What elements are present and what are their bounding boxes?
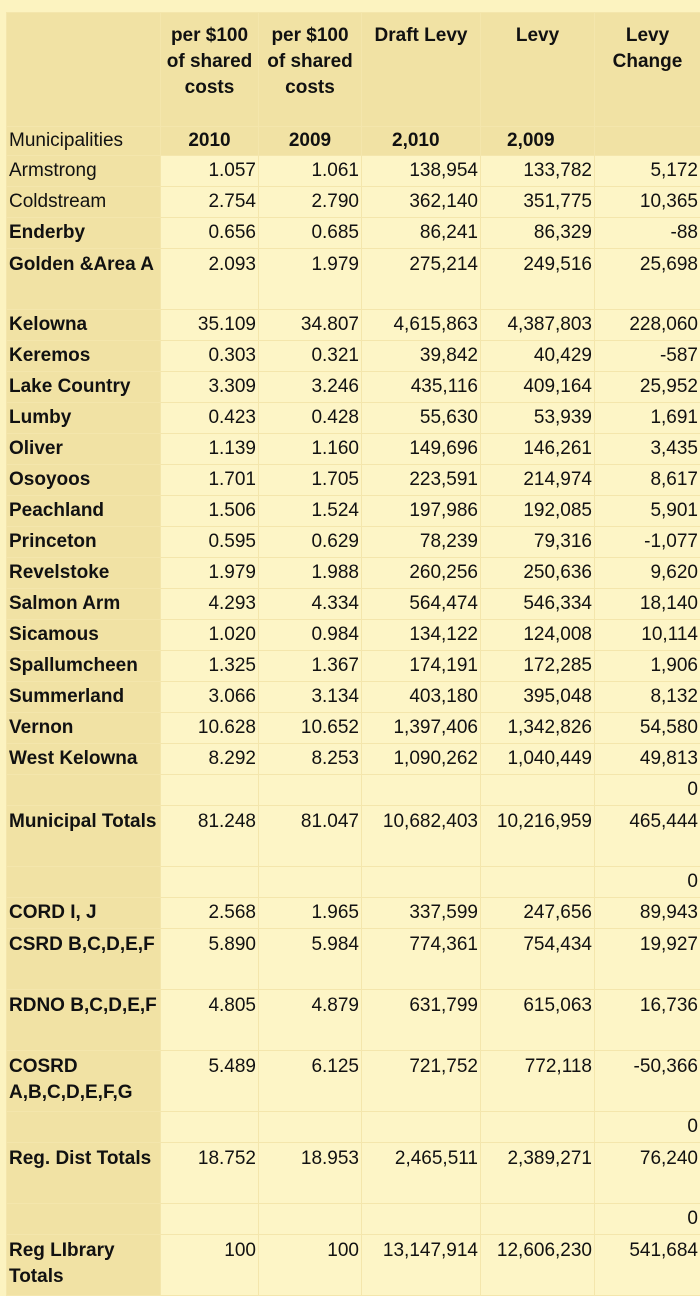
rate-2009-cell xyxy=(259,867,362,898)
levy-change-cell: 541,684 xyxy=(595,1235,700,1296)
rate-2010-cell: 0.303 xyxy=(161,341,259,372)
table-row xyxy=(7,310,700,341)
levy-cell: 247,656 xyxy=(481,898,595,929)
draft-levy-cell xyxy=(362,867,481,898)
draft-levy-cell xyxy=(362,1112,481,1143)
rate-2009-cell: 18.953 xyxy=(259,1143,362,1204)
draft-levy-cell xyxy=(362,1204,481,1235)
levy-spreadsheet xyxy=(6,12,700,1296)
levy-cell: 1,342,826 xyxy=(481,713,595,744)
table-row xyxy=(7,434,700,465)
rate-2009-cell: 10.652 xyxy=(259,713,362,744)
rate-2009-cell: 6.125 xyxy=(259,1051,362,1112)
levy-cell: 615,063 xyxy=(481,990,595,1051)
levy-year: 2,009 xyxy=(481,127,595,156)
rate-2010-cell: 35.109 xyxy=(161,310,259,341)
row-label xyxy=(7,867,161,898)
levy-change-cell: 54,580 xyxy=(595,713,700,744)
row-label: Coldstream xyxy=(7,187,161,218)
table-row xyxy=(7,713,700,744)
rate-2010-cell: 5.890 xyxy=(161,929,259,990)
row-label: Municipal Totals xyxy=(7,806,161,867)
levy-cell: 86,329 xyxy=(481,218,595,249)
table-row xyxy=(7,403,700,434)
levy-cell: 395,048 xyxy=(481,682,595,713)
rate-2010-cell: 0.656 xyxy=(161,218,259,249)
levy-cell: 10,216,959 xyxy=(481,806,595,867)
table-row xyxy=(7,1143,700,1204)
table-row xyxy=(7,775,700,806)
row-label: Spallumcheen xyxy=(7,651,161,682)
rate-2010-cell xyxy=(161,1112,259,1143)
row-label: Lumby xyxy=(7,403,161,434)
rate-2009-cell: 0.984 xyxy=(259,620,362,651)
draft-levy-cell: 78,239 xyxy=(362,527,481,558)
levy-change-cell: 3,435 xyxy=(595,434,700,465)
row-label xyxy=(7,1112,161,1143)
table-row xyxy=(7,682,700,713)
draft-levy-cell: 564,474 xyxy=(362,589,481,620)
levy-change-cell: 5,172 xyxy=(595,156,700,187)
levy-change-cell: 25,698 xyxy=(595,249,700,310)
rate-2010-cell xyxy=(161,775,259,806)
rate-2010-cell: 4.293 xyxy=(161,589,259,620)
table-row xyxy=(7,558,700,589)
rate-2009-cell: 3.134 xyxy=(259,682,362,713)
levy-change-cell: 9,620 xyxy=(595,558,700,589)
levy-cell: 250,636 xyxy=(481,558,595,589)
row-label xyxy=(7,775,161,806)
levy-change-cell: 19,927 xyxy=(595,929,700,990)
table-row xyxy=(7,898,700,929)
draft-year: 2,010 xyxy=(362,127,481,156)
row-label: COSRD A,B,C,D,E,F,G xyxy=(7,1051,161,1112)
row-label: Osoyoos xyxy=(7,465,161,496)
levy-change-cell: 49,813 xyxy=(595,744,700,775)
levy-change-cell: 1,691 xyxy=(595,403,700,434)
row-label: West Kelowna xyxy=(7,744,161,775)
rate-2010-cell: 10.628 xyxy=(161,713,259,744)
table-row xyxy=(7,1204,700,1235)
draft-levy-cell: 55,630 xyxy=(362,403,481,434)
levy-cell: 172,285 xyxy=(481,651,595,682)
rate-2010-cell: 8.292 xyxy=(161,744,259,775)
levy-cell: 2,389,271 xyxy=(481,1143,595,1204)
rate-2009-cell: 8.253 xyxy=(259,744,362,775)
levy-change-cell: 89,943 xyxy=(595,898,700,929)
table-row xyxy=(7,341,700,372)
row-label: Oliver xyxy=(7,434,161,465)
levy-change-cell: 25,952 xyxy=(595,372,700,403)
row-label: Princeton xyxy=(7,527,161,558)
levy-change-cell: -1,077 xyxy=(595,527,700,558)
levy-cell: 79,316 xyxy=(481,527,595,558)
table-row xyxy=(7,372,700,403)
table-row xyxy=(7,187,700,218)
row-label: Summerland xyxy=(7,682,161,713)
row-label: Kelowna xyxy=(7,310,161,341)
table-row xyxy=(7,465,700,496)
draft-levy-cell: 10,682,403 xyxy=(362,806,481,867)
draft-levy-cell: 134,122 xyxy=(362,620,481,651)
table-row xyxy=(7,496,700,527)
levy-change-cell: 8,617 xyxy=(595,465,700,496)
levy-cell xyxy=(481,867,595,898)
rate-2009-cell: 1.524 xyxy=(259,496,362,527)
levy-cell: 409,164 xyxy=(481,372,595,403)
rate-2009-cell: 5.984 xyxy=(259,929,362,990)
levy-cell: 249,516 xyxy=(481,249,595,310)
rate-2010-cell: 5.489 xyxy=(161,1051,259,1112)
levy-cell: 546,334 xyxy=(481,589,595,620)
header-rate-2009: per $100 of shared costs xyxy=(259,13,362,127)
draft-levy-cell: 435,116 xyxy=(362,372,481,403)
rate-2009-cell: 100 xyxy=(259,1235,362,1296)
levy-change-cell: 5,901 xyxy=(595,496,700,527)
draft-levy-cell: 1,090,262 xyxy=(362,744,481,775)
draft-levy-cell: 4,615,863 xyxy=(362,310,481,341)
table-row xyxy=(7,651,700,682)
year-2009: 2009 xyxy=(259,127,362,156)
levy-cell: 53,939 xyxy=(481,403,595,434)
table-row xyxy=(7,1112,700,1143)
row-label: Reg. Dist Totals xyxy=(7,1143,161,1204)
rate-2009-cell: 81.047 xyxy=(259,806,362,867)
header-municipalities: Municipalities xyxy=(7,127,161,156)
rate-2009-cell: 1.705 xyxy=(259,465,362,496)
rate-2009-cell: 1.160 xyxy=(259,434,362,465)
rate-2009-cell: 2.790 xyxy=(259,187,362,218)
levy-change-cell: 18,140 xyxy=(595,589,700,620)
levy-cell: 1,040,449 xyxy=(481,744,595,775)
rate-2010-cell: 1.020 xyxy=(161,620,259,651)
table-row xyxy=(7,249,700,310)
row-label: CSRD B,C,D,E,F xyxy=(7,929,161,990)
levy-cell: 124,008 xyxy=(481,620,595,651)
rate-2010-cell: 0.595 xyxy=(161,527,259,558)
rate-2009-cell: 1.988 xyxy=(259,558,362,589)
header-levy-change: Levy Change xyxy=(595,13,700,127)
levy-change-cell: 10,365 xyxy=(595,187,700,218)
row-label: Enderby xyxy=(7,218,161,249)
table-row xyxy=(7,156,700,187)
draft-levy-cell: 631,799 xyxy=(362,990,481,1051)
header-corner xyxy=(7,13,161,127)
rate-2010-cell: 18.752 xyxy=(161,1143,259,1204)
levy-cell: 214,974 xyxy=(481,465,595,496)
rate-2009-cell xyxy=(259,775,362,806)
header-levy: Levy xyxy=(481,13,595,127)
draft-levy-cell: 138,954 xyxy=(362,156,481,187)
draft-levy-cell: 2,465,511 xyxy=(362,1143,481,1204)
rate-2009-cell: 1.367 xyxy=(259,651,362,682)
draft-levy-cell: 721,752 xyxy=(362,1051,481,1112)
levy-change-cell: 76,240 xyxy=(595,1143,700,1204)
draft-levy-cell: 197,986 xyxy=(362,496,481,527)
rate-2010-cell xyxy=(161,867,259,898)
table-row xyxy=(7,218,700,249)
levy-change-cell: 16,736 xyxy=(595,990,700,1051)
rate-2010-cell: 100 xyxy=(161,1235,259,1296)
year-2010: 2010 xyxy=(161,127,259,156)
rate-2010-cell: 1.139 xyxy=(161,434,259,465)
row-label: Armstrong xyxy=(7,156,161,187)
draft-levy-cell: 86,241 xyxy=(362,218,481,249)
levy-cell: 40,429 xyxy=(481,341,595,372)
levy-cell: 754,434 xyxy=(481,929,595,990)
row-label: Salmon Arm xyxy=(7,589,161,620)
draft-levy-cell: 774,361 xyxy=(362,929,481,990)
levy-cell: 772,118 xyxy=(481,1051,595,1112)
rate-2010-cell: 4.805 xyxy=(161,990,259,1051)
levy-cell xyxy=(481,1112,595,1143)
levy-cell: 192,085 xyxy=(481,496,595,527)
levy-cell: 4,387,803 xyxy=(481,310,595,341)
levy-cell: 12,606,230 xyxy=(481,1235,595,1296)
levy-cell: 133,782 xyxy=(481,156,595,187)
rate-2010-cell: 1.057 xyxy=(161,156,259,187)
rate-2009-cell: 0.321 xyxy=(259,341,362,372)
levy-change-cell: 0 xyxy=(595,775,700,806)
rate-2009-cell: 0.685 xyxy=(259,218,362,249)
row-label: Keremos xyxy=(7,341,161,372)
rate-2010-cell: 2.754 xyxy=(161,187,259,218)
rate-2010-cell: 1.325 xyxy=(161,651,259,682)
rate-2010-cell: 2.568 xyxy=(161,898,259,929)
table-row xyxy=(7,620,700,651)
draft-levy-cell: 260,256 xyxy=(362,558,481,589)
rate-2010-cell: 1.506 xyxy=(161,496,259,527)
change-year xyxy=(595,127,700,156)
draft-levy-cell: 174,191 xyxy=(362,651,481,682)
levy-change-cell: -88 xyxy=(595,218,700,249)
levy-change-cell: 0 xyxy=(595,1204,700,1235)
row-label: RDNO B,C,D,E,F xyxy=(7,990,161,1051)
rate-2010-cell: 1.979 xyxy=(161,558,259,589)
row-label: Revelstoke xyxy=(7,558,161,589)
rate-2010-cell xyxy=(161,1204,259,1235)
row-label: CORD I, J xyxy=(7,898,161,929)
table-row xyxy=(7,527,700,558)
levy-change-cell: -50,366 xyxy=(595,1051,700,1112)
row-label: Sicamous xyxy=(7,620,161,651)
draft-levy-cell: 362,140 xyxy=(362,187,481,218)
draft-levy-cell: 403,180 xyxy=(362,682,481,713)
draft-levy-cell: 337,599 xyxy=(362,898,481,929)
table-row xyxy=(7,806,700,867)
table-row xyxy=(7,1051,700,1112)
rate-2009-cell: 1.965 xyxy=(259,898,362,929)
rate-2010-cell: 3.309 xyxy=(161,372,259,403)
row-label: Reg LIbrary Totals xyxy=(7,1235,161,1296)
levy-cell: 351,775 xyxy=(481,187,595,218)
levy-change-cell: 8,132 xyxy=(595,682,700,713)
levy-change-cell: 0 xyxy=(595,867,700,898)
header-draft-levy: Draft Levy xyxy=(362,13,481,127)
draft-levy-cell: 275,214 xyxy=(362,249,481,310)
levy-change-cell: 1,906 xyxy=(595,651,700,682)
row-label: Golden &Area A xyxy=(7,249,161,310)
draft-levy-cell xyxy=(362,775,481,806)
levy-change-cell: 465,444 xyxy=(595,806,700,867)
rate-2010-cell: 0.423 xyxy=(161,403,259,434)
table-row xyxy=(7,990,700,1051)
rate-2009-cell: 0.629 xyxy=(259,527,362,558)
rate-2009-cell: 1.979 xyxy=(259,249,362,310)
draft-levy-cell: 149,696 xyxy=(362,434,481,465)
header-rate-2010: per $100 of shared costs xyxy=(161,13,259,127)
row-label: Lake Country xyxy=(7,372,161,403)
rate-2010-cell: 1.701 xyxy=(161,465,259,496)
rate-2009-cell: 34.807 xyxy=(259,310,362,341)
row-label: Peachland xyxy=(7,496,161,527)
rate-2009-cell: 4.879 xyxy=(259,990,362,1051)
table-row xyxy=(7,867,700,898)
row-label xyxy=(7,1204,161,1235)
levy-change-cell: 0 xyxy=(595,1112,700,1143)
levy-cell xyxy=(481,1204,595,1235)
levy-change-cell: -587 xyxy=(595,341,700,372)
draft-levy-cell: 223,591 xyxy=(362,465,481,496)
levy-change-cell: 228,060 xyxy=(595,310,700,341)
rate-2010-cell: 2.093 xyxy=(161,249,259,310)
table-row xyxy=(7,589,700,620)
table-row xyxy=(7,744,700,775)
levy-cell: 146,261 xyxy=(481,434,595,465)
draft-levy-cell: 13,147,914 xyxy=(362,1235,481,1296)
rate-2010-cell: 3.066 xyxy=(161,682,259,713)
table-row xyxy=(7,1235,700,1296)
rate-2009-cell xyxy=(259,1204,362,1235)
rate-2009-cell: 0.428 xyxy=(259,403,362,434)
rate-2009-cell: 4.334 xyxy=(259,589,362,620)
rate-2009-cell: 1.061 xyxy=(259,156,362,187)
table-row xyxy=(7,929,700,990)
levy-change-cell: 10,114 xyxy=(595,620,700,651)
levy-table xyxy=(6,12,700,1296)
draft-levy-cell: 39,842 xyxy=(362,341,481,372)
rate-2009-cell: 3.246 xyxy=(259,372,362,403)
row-label: Vernon xyxy=(7,713,161,744)
draft-levy-cell: 1,397,406 xyxy=(362,713,481,744)
rate-2009-cell xyxy=(259,1112,362,1143)
rate-2010-cell: 81.248 xyxy=(161,806,259,867)
levy-cell xyxy=(481,775,595,806)
